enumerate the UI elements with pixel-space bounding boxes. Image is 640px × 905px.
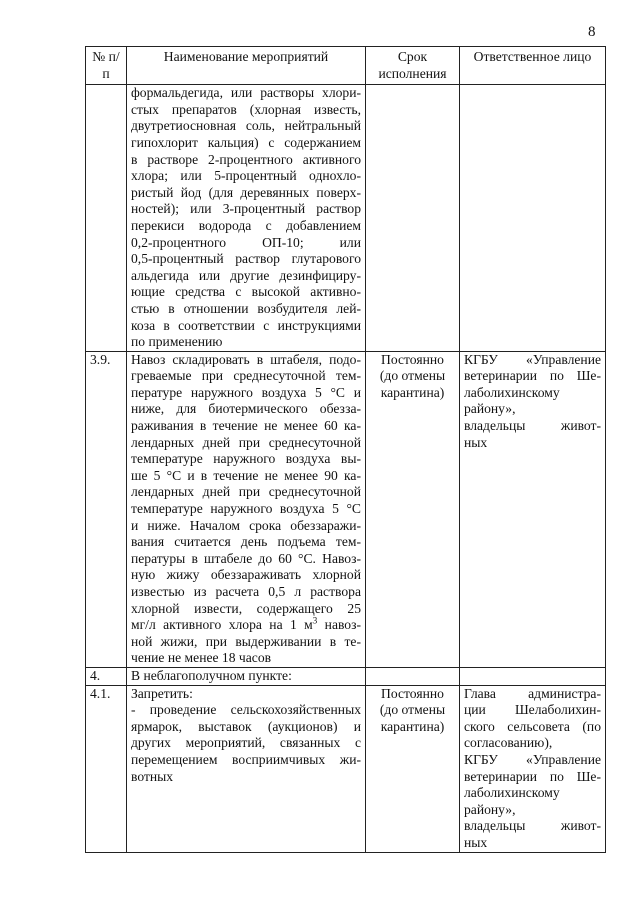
row-num xyxy=(86,85,127,352)
row-num: 4.1. xyxy=(86,685,127,852)
measures-table xyxy=(85,46,606,853)
header-term: Срок исполнения xyxy=(366,47,460,85)
row-description: В неблагополучном пункте: xyxy=(127,667,366,685)
row-description: формальдегида, или растворы хлори- стых препаратов (хлорная известь, двутретиосновная соль, нейтральный гипохлорит кальция) с содержанием в растворе 2-процентного активного хлора; или 5-процентный однохло- ристый йод (для деревянных поверх- ностей); или 3-процентный раствор перекиси водорода с добавлением 0,2-процентного ОП-10; или 0,5-процентный раствор глутарового альдегида или другие дезинфициру- ющие средства с высокой активно- стью в отношении возбудителя лей- коза в соответствии с инструкциями по применению xyxy=(127,85,366,352)
table-header-row xyxy=(86,47,606,85)
row-term: Постоянно (до отмены карантина) xyxy=(366,685,460,852)
row-term: Постоянно (до отмены карантина) xyxy=(366,351,460,667)
row-description: Запретить: - проведение сельскохозяйственных ярмарок, выставок (аукционов) и других мероприятий, связанных с перемещением восприимчивых жи- вотных xyxy=(127,685,366,852)
table-row xyxy=(86,85,606,352)
page-number: 8 xyxy=(588,24,596,40)
row-responsible xyxy=(460,85,606,352)
row-num: 3.9. xyxy=(86,351,127,667)
row-responsible xyxy=(460,667,606,685)
row-term xyxy=(366,85,460,352)
row-responsible: Глава администра- ции Шелаболихин- ского сельсовета (по согласованию), КГБУ «Управление ветеринарии по Ше- лаболихинскому району», владельцы живот- ных xyxy=(460,685,606,852)
header-name: Наименование мероприятий xyxy=(127,47,366,85)
line-with-superscript: мг/л активного хлора на 1 $м^3$ навоз- xyxy=(131,615,361,633)
row-responsible: КГБУ «Управление ветеринарии по Ше- лаболихинскому району», владельцы живот- ных xyxy=(460,351,606,667)
row-description: Навоз складировать в штабеля, подо- греваемые при среднесуточной тем- пературе наружного воздуха 5 °С и ниже, для биотермического обезза- раживания в течение не менее 60 ка- лендарных дней при среднесуточной температуре наружного воздуха вы- ше 5 °С и в течение не менее 90 ка- лендарных дней при среднесуточной температуре наружного воздуха 5 °С и ниже. Началом срока обеззаражи- вания считается день подъема тем- пературы в штабеле до 60 °С. Навоз- ную жижу обеззараживать хлорной известью из расчета 0,5 л раствора хлорной извести, содержащего 25 мг/л активного хлора на 1 $м^3$ навоз- ной жижи, при выдерживании в те- чение не менее 18 часов xyxy=(127,351,366,667)
row-num: 4. xyxy=(86,667,127,685)
superscript-3: 3 xyxy=(312,615,318,626)
row-term xyxy=(366,667,460,685)
header-num: № п/п xyxy=(86,47,127,85)
table-row xyxy=(86,351,606,667)
table-row xyxy=(86,667,606,685)
table-row xyxy=(86,685,606,852)
header-responsible: Ответственное лицо xyxy=(460,47,606,85)
